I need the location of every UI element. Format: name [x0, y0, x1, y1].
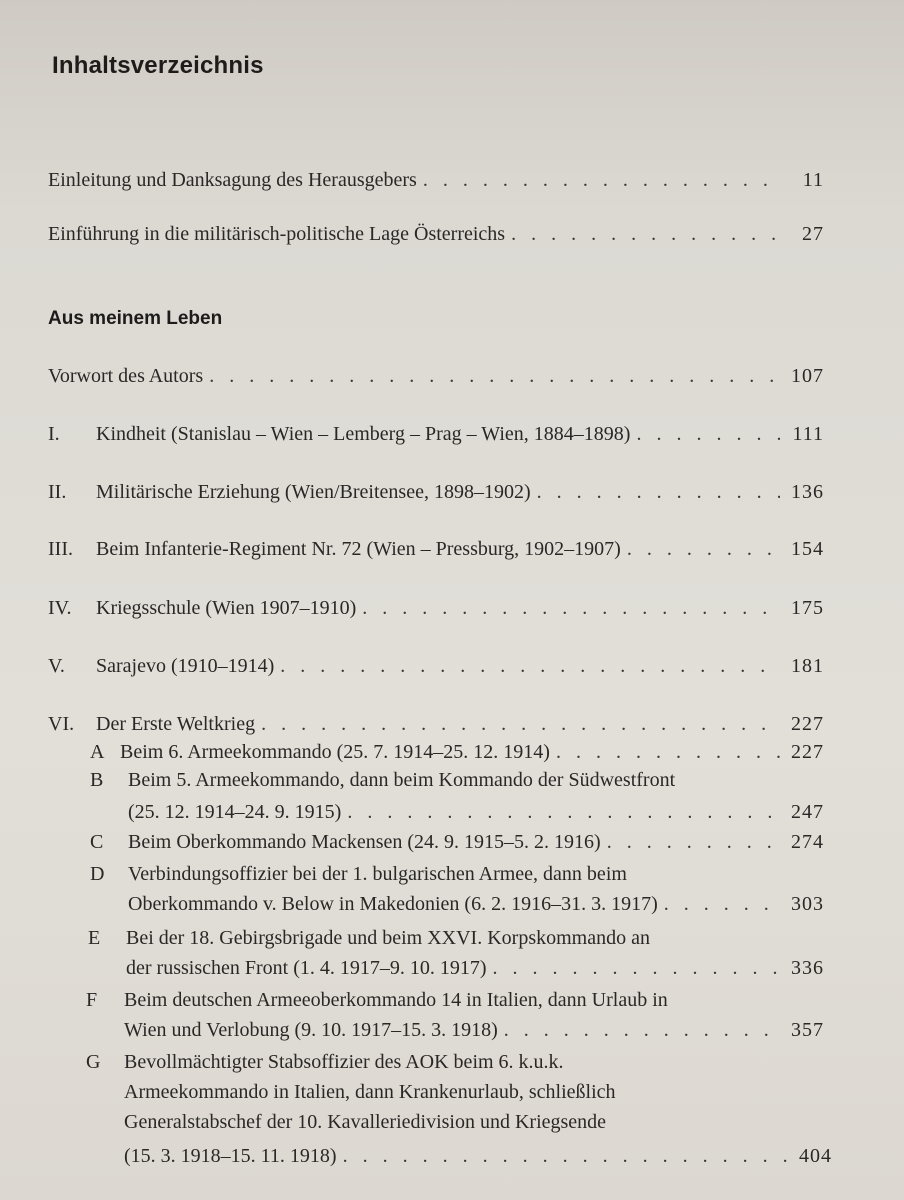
entry-page: 357: [791, 1019, 824, 1041]
subsection-letter: B: [90, 769, 104, 791]
dot-leader: [423, 168, 780, 192]
subsection-letter: D: [90, 863, 105, 885]
entry-page: 111: [792, 423, 824, 445]
entry-title: Vorwort des Autors: [48, 365, 204, 387]
toc-chapter-6: [48, 712, 824, 736]
entry-page: 154: [791, 538, 824, 560]
dot-leader: [280, 654, 780, 678]
subsection-letter: G: [86, 1051, 101, 1073]
entry-title: Der Erste Weltkrieg: [96, 713, 256, 735]
entry-title: Einführung in die militärisch-politische Lage Österreichs: [48, 223, 506, 245]
dot-leader: [511, 222, 780, 246]
toc-subsection-g-line3: [124, 1110, 606, 1134]
toc-subsection-f-line1: [86, 988, 668, 1012]
toc-subsection-c: [90, 830, 824, 854]
subsection-letter: F: [86, 989, 98, 1011]
entry-title: Kriegsschule (Wien 1907–1910): [96, 597, 357, 619]
dot-leader: [362, 596, 780, 620]
chapter-number: I.: [48, 423, 60, 445]
entry-title: Beim Oberkommando Mackensen (24. 9. 1915–5. 2. 1916): [128, 831, 601, 853]
entry-page: 175: [791, 597, 824, 619]
dot-leader: [636, 422, 780, 446]
toc-chapter-5: [48, 654, 824, 678]
dot-leader: [627, 537, 780, 561]
entry-page: 336: [791, 957, 824, 979]
toc-subsection-g-line2: [124, 1080, 616, 1104]
entry-title: Einleitung und Danksagung des Herausgebers: [48, 169, 417, 191]
entry-page: 136: [791, 481, 824, 503]
entry-title: Kindheit (Stanislau – Wien – Lemberg – Prag – Wien, 1884–1898): [96, 423, 631, 445]
entry-page: 181: [791, 655, 824, 677]
entry-page: 227: [791, 713, 824, 735]
toc-subsection-d: [128, 892, 824, 916]
entry-title: Beim 5. Armeekommando, dann beim Kommando der Südwestfront: [128, 769, 676, 791]
entry-title-cont: (15. 3. 1918–15. 11. 1918): [124, 1145, 337, 1167]
toc-subsection-d-line1: [90, 862, 627, 886]
toc-subsection-b-line1: [90, 768, 675, 792]
toc-subsection-g: [124, 1144, 832, 1168]
entry-title: Beim deutschen Armeeoberkommando 14 in Italien, dann Urlaub in: [124, 989, 668, 1011]
entry-page: 303: [791, 893, 824, 915]
entry-title: Bevollmächtigter Stabsoffizier des AOK beim 6. k.u.k.: [124, 1051, 564, 1073]
entry-title: Militärische Erziehung (Wien/Breitensee, 1898–1902): [96, 481, 531, 503]
entry-title-cont: Oberkommando v. Below in Makedonien (6. 2. 1916–31. 3. 1917): [128, 893, 658, 915]
toc-chapter-4: [48, 596, 824, 620]
subsection-letter: A: [90, 741, 105, 763]
chapter-number: IV.: [48, 597, 72, 619]
dot-leader: [347, 800, 780, 824]
dot-leader: [664, 892, 780, 916]
entry-title-cont: der russischen Front (1. 4. 1917–9. 10. 1917): [126, 957, 487, 979]
chapter-number: III.: [48, 538, 73, 560]
toc-entry-intro-1: [48, 168, 824, 192]
dot-leader: [343, 1144, 788, 1168]
entry-page: 27: [802, 223, 824, 245]
subsection-letter: E: [88, 927, 101, 949]
toc-subsection-e: [126, 956, 824, 980]
dot-leader: [493, 956, 780, 980]
toc-entry-intro-2: [48, 222, 824, 246]
toc-subsection-b: [128, 800, 824, 824]
dot-leader: [607, 830, 780, 854]
entry-page: 227: [791, 741, 824, 763]
chapter-number: VI.: [48, 713, 75, 735]
toc-subsection-f: [124, 1018, 824, 1042]
entry-page: 247: [791, 801, 824, 823]
page-heading: Inhaltsverzeichnis: [52, 52, 264, 79]
toc-chapter-2: [48, 480, 824, 504]
entry-title-cont: Wien und Verlobung (9. 10. 1917–15. 3. 1918): [124, 1019, 498, 1041]
entry-title: Sarajevo (1910–1914): [96, 655, 275, 677]
entry-title-cont: Generalstabschef der 10. Kavalleriedivision und Kriegsende: [124, 1111, 607, 1133]
toc-entry-foreword: [48, 364, 824, 388]
entry-page: 107: [791, 365, 824, 387]
entry-title-cont: (25. 12. 1914–24. 9. 1915): [128, 801, 342, 823]
section-title: Aus meinem Leben: [48, 308, 223, 329]
toc-chapter-3: [48, 537, 824, 561]
entry-title: Beim 6. Armeekommando (25. 7. 1914–25. 12. 1914): [120, 741, 550, 763]
entry-title: Verbindungsoffizier bei der 1. bulgarischen Armee, dann beim: [128, 863, 627, 885]
toc-subsection-a: [90, 740, 824, 764]
entry-title: Beim Infanterie-Regiment Nr. 72 (Wien – Pressburg, 1902–1907): [96, 538, 621, 560]
chapter-number: II.: [48, 481, 67, 503]
toc-subsection-e-line1: [88, 926, 650, 950]
dot-leader: [504, 1018, 780, 1042]
dot-leader: [261, 712, 780, 736]
entry-page: 404: [799, 1145, 832, 1167]
chapter-number: V.: [48, 655, 65, 677]
dot-leader: [556, 740, 780, 764]
toc-chapter-1: [48, 422, 824, 446]
dot-leader: [209, 364, 780, 388]
toc-subsection-g-line1: [86, 1050, 564, 1074]
entry-title-cont: Armeekommando in Italien, dann Krankenurlaub, schließlich: [124, 1081, 616, 1103]
entry-page: 11: [802, 169, 824, 191]
entry-title: Bei der 18. Gebirgsbrigade und beim XXVI. Korpskommando an: [126, 927, 650, 949]
subsection-letter: C: [90, 831, 104, 853]
entry-page: 274: [791, 831, 824, 853]
dot-leader: [537, 480, 780, 504]
